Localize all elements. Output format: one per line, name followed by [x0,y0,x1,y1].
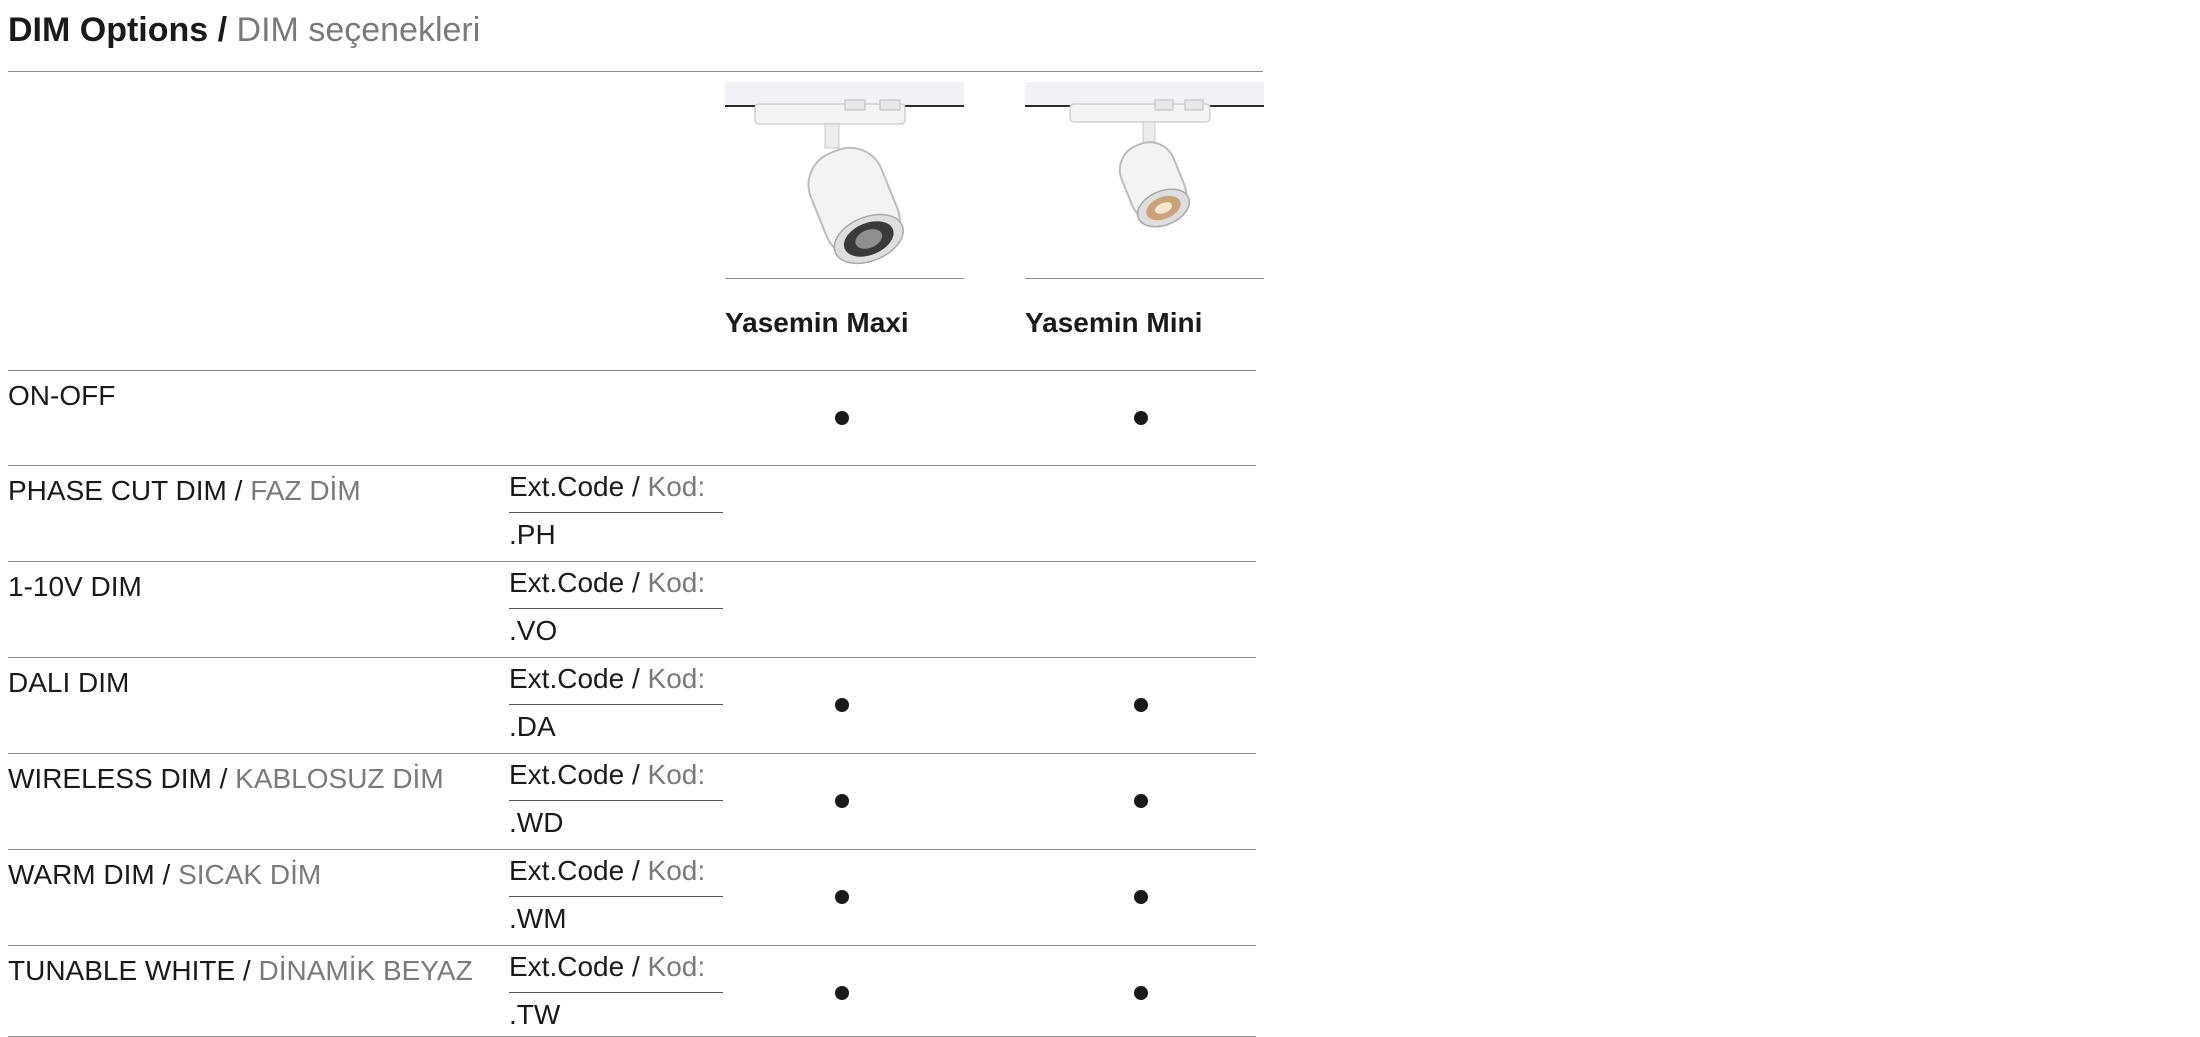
availability-dot-maxi [835,411,849,425]
ext-code-value: .WD [509,807,564,838]
ext-code-label: Ext.Code / Kod: [509,663,706,694]
availability-dot-mini [1134,794,1148,808]
product-name: Yasemin Mini [1025,307,1203,338]
ext-code-label: Ext.Code / Kod: [509,759,706,790]
page-title [8,10,480,50]
availability-dot-maxi [835,794,849,808]
row-label: TUNABLE WHITE / DİNAMİK BEYAZ [8,955,473,986]
product-name: Yasemin Maxi [725,307,909,338]
title-slash: / [208,11,237,49]
availability-dot-mini [1134,411,1148,425]
ext-code-divider [509,608,723,609]
table-row [8,657,1256,754]
availability-dot-maxi [835,698,849,712]
ext-code-divider [509,704,723,705]
track-spotlight-small-icon [1025,82,1264,279]
ext-code-divider [509,992,723,993]
ext-code-label: Ext.Code / Kod: [509,471,706,502]
row-label: WIRELESS DIM / KABLOSUZ DİM [8,763,444,794]
table-row [8,465,1256,562]
ext-code-value: .DA [509,711,556,742]
ext-code-value: .PH [509,519,556,550]
table-row [8,561,1256,658]
ext-code-value: .TW [509,999,561,1030]
ext-code-value: .WM [509,903,567,934]
table-row [8,945,1256,1037]
title-main: DIM Options [8,11,209,49]
table-row [8,370,1256,466]
title-divider [8,71,1263,72]
row-label: PHASE CUT DIM / FAZ DİM [8,475,361,506]
ext-code-label: Ext.Code / Kod: [509,855,706,886]
availability-dot-mini [1134,986,1148,1000]
ext-code-divider [509,800,723,801]
ext-code-value: .VO [509,615,558,646]
row-label: 1-10V DIM [8,571,142,602]
row-label: ON-OFF [8,380,116,411]
table-row [8,849,1256,946]
row-label: WARM DIM / SICAK DİM [8,859,322,890]
table-row [8,753,1256,850]
title-sub: DIM seçenekleri [236,11,481,49]
availability-dot-maxi [835,890,849,904]
product-column-mini [1025,82,1264,338]
ext-code-divider [509,896,723,897]
row-label: DALI DIM [8,667,130,698]
product-column-maxi [725,82,964,338]
ext-code-divider [509,512,723,513]
ext-code-label: Ext.Code / Kod: [509,951,706,982]
availability-dot-mini [1134,698,1148,712]
ext-code-label: Ext.Code / Kod: [509,567,706,598]
availability-dot-mini [1134,890,1148,904]
availability-dot-maxi [835,986,849,1000]
track-spotlight-large-icon [725,82,964,279]
